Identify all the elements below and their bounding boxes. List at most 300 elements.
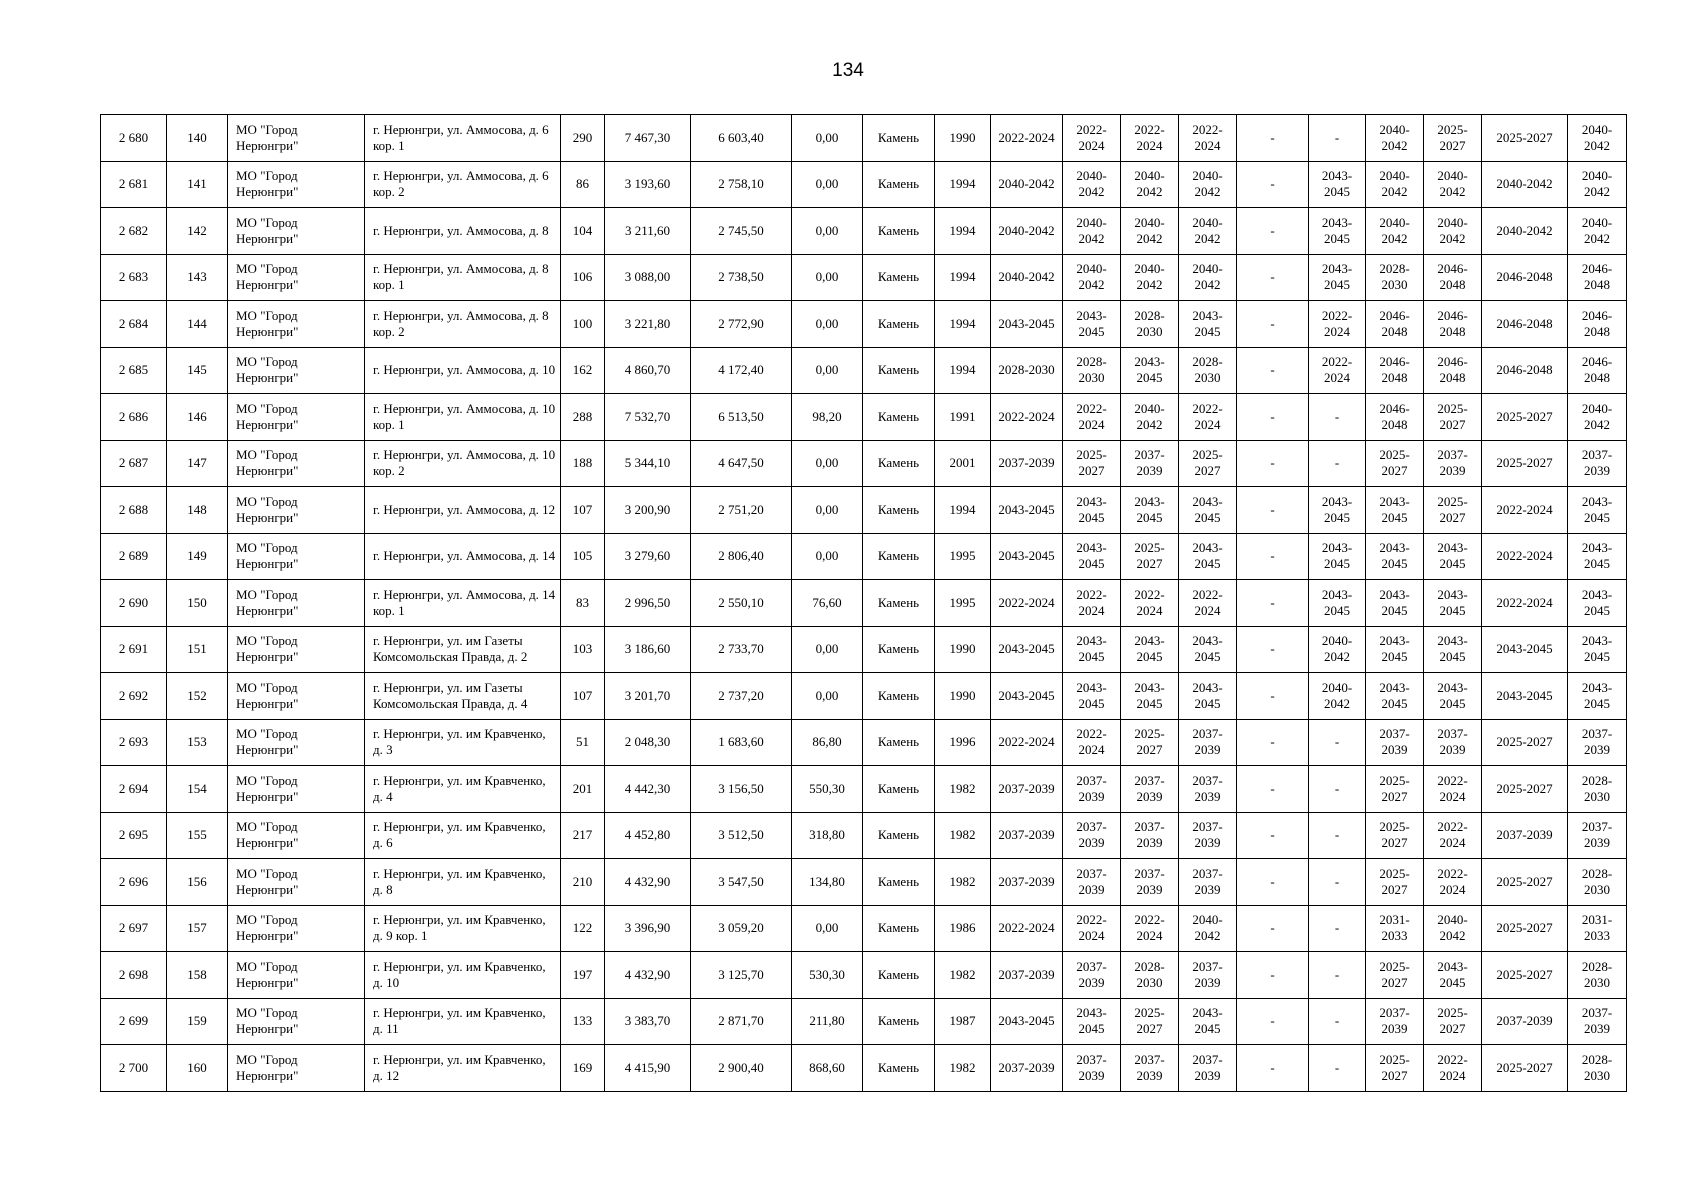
living-area-cell: 4 172,40	[691, 347, 792, 394]
period-6-cell: -	[1309, 812, 1366, 859]
total-area-cell: 7 532,70	[605, 394, 691, 441]
item-number-cell: 155	[167, 812, 228, 859]
period-5-cell: -	[1237, 533, 1309, 580]
table-row	[101, 301, 1627, 348]
table-row	[101, 998, 1627, 1045]
living-area-cell: 3 512,50	[691, 812, 792, 859]
table-row	[101, 487, 1627, 534]
nonresidential-area-cell: 0,00	[792, 533, 863, 580]
table-row	[101, 254, 1627, 301]
table-row	[101, 626, 1627, 673]
period-1-cell: 2037-2039	[991, 952, 1063, 999]
period-10-cell: 2037-2039	[1568, 440, 1627, 487]
period-10-cell: 2040-2042	[1568, 161, 1627, 208]
period-9-cell: 2025-2027	[1482, 1045, 1568, 1092]
period-1-cell: 2043-2045	[991, 998, 1063, 1045]
period-2-cell: 2037-2039	[1063, 859, 1121, 906]
nonresidential-area-cell: 530,30	[792, 952, 863, 999]
period-10-cell: 2031-2033	[1568, 905, 1627, 952]
total-area-cell: 4 432,90	[605, 952, 691, 999]
item-number-cell: 145	[167, 347, 228, 394]
nonresidential-area-cell: 0,00	[792, 115, 863, 162]
period-5-cell: -	[1237, 254, 1309, 301]
period-1-cell: 2037-2039	[991, 766, 1063, 813]
row-number-cell: 2 699	[101, 998, 167, 1045]
total-area-cell: 5 344,10	[605, 440, 691, 487]
period-4-cell: 2040-2042	[1179, 905, 1237, 952]
period-2-cell: 2022-2024	[1063, 905, 1121, 952]
row-number-cell: 2 700	[101, 1045, 167, 1092]
period-9-cell: 2043-2045	[1482, 673, 1568, 720]
period-2-cell: 2043-2045	[1063, 626, 1121, 673]
table-row	[101, 115, 1627, 162]
row-number-cell: 2 689	[101, 533, 167, 580]
period-1-cell: 2043-2045	[991, 626, 1063, 673]
period-3-cell: 2025-2027	[1121, 998, 1179, 1045]
living-area-cell: 4 647,50	[691, 440, 792, 487]
residents-cell: 103	[561, 626, 605, 673]
period-5-cell: -	[1237, 812, 1309, 859]
wall-material-cell: Камень	[863, 1045, 935, 1092]
table-row	[101, 533, 1627, 580]
nonresidential-area-cell: 134,80	[792, 859, 863, 906]
period-3-cell: 2043-2045	[1121, 626, 1179, 673]
total-area-cell: 2 996,50	[605, 580, 691, 627]
period-8-cell: 2040-2042	[1424, 208, 1482, 255]
period-9-cell: 2046-2048	[1482, 301, 1568, 348]
period-4-cell: 2028-2030	[1179, 347, 1237, 394]
address-cell: г. Нерюнгри, ул. им Газеты Комсомольская Правда, д. 2	[365, 626, 561, 673]
period-6-cell: -	[1309, 394, 1366, 441]
residents-cell: 105	[561, 533, 605, 580]
total-area-cell: 3 383,70	[605, 998, 691, 1045]
period-9-cell: 2037-2039	[1482, 812, 1568, 859]
total-area-cell: 7 467,30	[605, 115, 691, 162]
period-9-cell: 2037-2039	[1482, 998, 1568, 1045]
row-number-cell: 2 697	[101, 905, 167, 952]
total-area-cell: 3 396,90	[605, 905, 691, 952]
wall-material-cell: Камень	[863, 766, 935, 813]
nonresidential-area-cell: 0,00	[792, 487, 863, 534]
build-year-cell: 1995	[935, 533, 991, 580]
living-area-cell: 2 900,40	[691, 1045, 792, 1092]
table-row	[101, 580, 1627, 627]
period-8-cell: 2043-2045	[1424, 673, 1482, 720]
row-number-cell: 2 694	[101, 766, 167, 813]
living-area-cell: 2 737,20	[691, 673, 792, 720]
total-area-cell: 3 279,60	[605, 533, 691, 580]
address-cell: г. Нерюнгри, ул. им Кравченко, д. 4	[365, 766, 561, 813]
wall-material-cell: Камень	[863, 254, 935, 301]
period-8-cell: 2025-2027	[1424, 115, 1482, 162]
build-year-cell: 1982	[935, 766, 991, 813]
period-5-cell: -	[1237, 161, 1309, 208]
period-3-cell: 2022-2024	[1121, 115, 1179, 162]
period-6-cell: -	[1309, 1045, 1366, 1092]
item-number-cell: 153	[167, 719, 228, 766]
address-cell: г. Нерюнгри, ул. им Кравченко, д. 6	[365, 812, 561, 859]
period-3-cell: 2022-2024	[1121, 905, 1179, 952]
period-3-cell: 2037-2039	[1121, 1045, 1179, 1092]
total-area-cell: 4 860,70	[605, 347, 691, 394]
address-cell: г. Нерюнгри, ул. Аммосова, д. 8 кор. 2	[365, 301, 561, 348]
period-4-cell: 2037-2039	[1179, 719, 1237, 766]
period-2-cell: 2037-2039	[1063, 766, 1121, 813]
item-number-cell: 142	[167, 208, 228, 255]
period-7-cell: 2025-2027	[1366, 440, 1424, 487]
address-cell: г. Нерюнгри, ул. Аммосова, д. 6 кор. 2	[365, 161, 561, 208]
living-area-cell: 2 772,90	[691, 301, 792, 348]
wall-material-cell: Камень	[863, 812, 935, 859]
row-number-cell: 2 695	[101, 812, 167, 859]
item-number-cell: 156	[167, 859, 228, 906]
period-10-cell: 2043-2045	[1568, 533, 1627, 580]
nonresidential-area-cell: 98,20	[792, 394, 863, 441]
nonresidential-area-cell: 550,30	[792, 766, 863, 813]
period-5-cell: -	[1237, 115, 1309, 162]
build-year-cell: 1995	[935, 580, 991, 627]
period-7-cell: 2046-2048	[1366, 301, 1424, 348]
period-2-cell: 2037-2039	[1063, 812, 1121, 859]
row-number-cell: 2 685	[101, 347, 167, 394]
living-area-cell: 6 513,50	[691, 394, 792, 441]
wall-material-cell: Камень	[863, 208, 935, 255]
residents-cell: 100	[561, 301, 605, 348]
period-6-cell: -	[1309, 859, 1366, 906]
total-area-cell: 4 415,90	[605, 1045, 691, 1092]
living-area-cell: 1 683,60	[691, 719, 792, 766]
nonresidential-area-cell: 0,00	[792, 301, 863, 348]
period-5-cell: -	[1237, 394, 1309, 441]
period-8-cell: 2046-2048	[1424, 254, 1482, 301]
period-5-cell: -	[1237, 487, 1309, 534]
period-5-cell: -	[1237, 1045, 1309, 1092]
period-10-cell: 2040-2042	[1568, 394, 1627, 441]
period-4-cell: 2040-2042	[1179, 208, 1237, 255]
municipality-cell: МО "Город Нерюнгри"	[228, 998, 365, 1045]
nonresidential-area-cell: 211,80	[792, 998, 863, 1045]
period-3-cell: 2043-2045	[1121, 673, 1179, 720]
period-6-cell: 2043-2045	[1309, 487, 1366, 534]
period-7-cell: 2040-2042	[1366, 115, 1424, 162]
period-4-cell: 2040-2042	[1179, 254, 1237, 301]
address-cell: г. Нерюнгри, ул. им Кравченко, д. 12	[365, 1045, 561, 1092]
build-year-cell: 1994	[935, 161, 991, 208]
period-5-cell: -	[1237, 998, 1309, 1045]
period-6-cell: 2022-2024	[1309, 301, 1366, 348]
row-number-cell: 2 684	[101, 301, 167, 348]
row-number-cell: 2 692	[101, 673, 167, 720]
total-area-cell: 3 200,90	[605, 487, 691, 534]
period-1-cell: 2040-2042	[991, 161, 1063, 208]
build-year-cell: 1982	[935, 812, 991, 859]
period-10-cell: 2043-2045	[1568, 626, 1627, 673]
table-row	[101, 766, 1627, 813]
period-8-cell: 2043-2045	[1424, 533, 1482, 580]
nonresidential-area-cell: 86,80	[792, 719, 863, 766]
address-cell: г. Нерюнгри, ул. им Кравченко, д. 11	[365, 998, 561, 1045]
total-area-cell: 3 211,60	[605, 208, 691, 255]
item-number-cell: 151	[167, 626, 228, 673]
period-3-cell: 2025-2027	[1121, 533, 1179, 580]
period-4-cell: 2037-2039	[1179, 812, 1237, 859]
table-row	[101, 208, 1627, 255]
row-number-cell: 2 691	[101, 626, 167, 673]
period-9-cell: 2022-2024	[1482, 533, 1568, 580]
period-10-cell: 2028-2030	[1568, 1045, 1627, 1092]
wall-material-cell: Камень	[863, 440, 935, 487]
period-8-cell: 2043-2045	[1424, 580, 1482, 627]
municipality-cell: МО "Город Нерюнгри"	[228, 626, 365, 673]
address-cell: г. Нерюнгри, ул. Аммосова, д. 10 кор. 1	[365, 394, 561, 441]
municipality-cell: МО "Город Нерюнгри"	[228, 347, 365, 394]
wall-material-cell: Камень	[863, 998, 935, 1045]
build-year-cell: 1994	[935, 487, 991, 534]
municipality-cell: МО "Город Нерюнгри"	[228, 440, 365, 487]
item-number-cell: 158	[167, 952, 228, 999]
total-area-cell: 3 193,60	[605, 161, 691, 208]
total-area-cell: 4 442,30	[605, 766, 691, 813]
item-number-cell: 144	[167, 301, 228, 348]
period-4-cell: 2025-2027	[1179, 440, 1237, 487]
period-5-cell: -	[1237, 208, 1309, 255]
address-cell: г. Нерюнгри, ул. им Кравченко, д. 10	[365, 952, 561, 999]
living-area-cell: 2 745,50	[691, 208, 792, 255]
period-3-cell: 2037-2039	[1121, 859, 1179, 906]
period-6-cell: -	[1309, 115, 1366, 162]
row-number-cell: 2 681	[101, 161, 167, 208]
period-4-cell: 2022-2024	[1179, 394, 1237, 441]
period-5-cell: -	[1237, 952, 1309, 999]
period-7-cell: 2025-2027	[1366, 766, 1424, 813]
period-7-cell: 2037-2039	[1366, 719, 1424, 766]
period-10-cell: 2037-2039	[1568, 812, 1627, 859]
living-area-cell: 3 156,50	[691, 766, 792, 813]
wall-material-cell: Камень	[863, 905, 935, 952]
item-number-cell: 157	[167, 905, 228, 952]
period-10-cell: 2046-2048	[1568, 301, 1627, 348]
period-7-cell: 2037-2039	[1366, 998, 1424, 1045]
period-7-cell: 2043-2045	[1366, 487, 1424, 534]
residents-cell: 107	[561, 673, 605, 720]
period-10-cell: 2040-2042	[1568, 115, 1627, 162]
nonresidential-area-cell: 0,00	[792, 254, 863, 301]
period-9-cell: 2043-2045	[1482, 626, 1568, 673]
period-1-cell: 2037-2039	[991, 812, 1063, 859]
period-7-cell: 2043-2045	[1366, 626, 1424, 673]
wall-material-cell: Камень	[863, 487, 935, 534]
total-area-cell: 3 201,70	[605, 673, 691, 720]
register-body	[101, 115, 1627, 1092]
wall-material-cell: Камень	[863, 347, 935, 394]
period-9-cell: 2025-2027	[1482, 394, 1568, 441]
wall-material-cell: Камень	[863, 719, 935, 766]
period-2-cell: 2043-2045	[1063, 998, 1121, 1045]
address-cell: г. Нерюнгри, ул. им Кравченко, д. 8	[365, 859, 561, 906]
period-9-cell: 2025-2027	[1482, 905, 1568, 952]
period-4-cell: 2037-2039	[1179, 859, 1237, 906]
period-1-cell: 2022-2024	[991, 905, 1063, 952]
item-number-cell: 150	[167, 580, 228, 627]
row-number-cell: 2 680	[101, 115, 167, 162]
build-year-cell: 1987	[935, 998, 991, 1045]
period-6-cell: 2043-2045	[1309, 580, 1366, 627]
wall-material-cell: Камень	[863, 301, 935, 348]
period-4-cell: 2037-2039	[1179, 952, 1237, 999]
period-1-cell: 2043-2045	[991, 673, 1063, 720]
period-6-cell: -	[1309, 719, 1366, 766]
period-7-cell: 2025-2027	[1366, 952, 1424, 999]
period-10-cell: 2028-2030	[1568, 952, 1627, 999]
period-8-cell: 2025-2027	[1424, 487, 1482, 534]
row-number-cell: 2 696	[101, 859, 167, 906]
address-cell: г. Нерюнгри, ул. им Кравченко, д. 9 кор. 1	[365, 905, 561, 952]
residents-cell: 169	[561, 1045, 605, 1092]
build-year-cell: 1996	[935, 719, 991, 766]
period-9-cell: 2040-2042	[1482, 161, 1568, 208]
period-8-cell: 2040-2042	[1424, 905, 1482, 952]
municipality-cell: МО "Город Нерюнгри"	[228, 905, 365, 952]
item-number-cell: 147	[167, 440, 228, 487]
total-area-cell: 3 088,00	[605, 254, 691, 301]
period-9-cell: 2025-2027	[1482, 115, 1568, 162]
item-number-cell: 160	[167, 1045, 228, 1092]
total-area-cell: 2 048,30	[605, 719, 691, 766]
build-year-cell: 1994	[935, 301, 991, 348]
period-4-cell: 2022-2024	[1179, 115, 1237, 162]
period-6-cell: -	[1309, 766, 1366, 813]
period-6-cell: 2040-2042	[1309, 626, 1366, 673]
nonresidential-area-cell: 76,60	[792, 580, 863, 627]
row-number-cell: 2 687	[101, 440, 167, 487]
item-number-cell: 140	[167, 115, 228, 162]
period-5-cell: -	[1237, 673, 1309, 720]
period-1-cell: 2037-2039	[991, 440, 1063, 487]
row-number-cell: 2 683	[101, 254, 167, 301]
wall-material-cell: Камень	[863, 626, 935, 673]
residents-cell: 197	[561, 952, 605, 999]
period-9-cell: 2025-2027	[1482, 952, 1568, 999]
period-8-cell: 2022-2024	[1424, 859, 1482, 906]
address-cell: г. Нерюнгри, ул. Аммосова, д. 12	[365, 487, 561, 534]
period-4-cell: 2022-2024	[1179, 580, 1237, 627]
period-7-cell: 2025-2027	[1366, 859, 1424, 906]
wall-material-cell: Камень	[863, 161, 935, 208]
period-4-cell: 2043-2045	[1179, 487, 1237, 534]
item-number-cell: 154	[167, 766, 228, 813]
period-1-cell: 2040-2042	[991, 254, 1063, 301]
period-7-cell: 2025-2027	[1366, 812, 1424, 859]
municipality-cell: МО "Город Нерюнгри"	[228, 766, 365, 813]
build-year-cell: 1982	[935, 1045, 991, 1092]
period-2-cell: 2022-2024	[1063, 115, 1121, 162]
municipality-cell: МО "Город Нерюнгри"	[228, 580, 365, 627]
period-4-cell: 2043-2045	[1179, 626, 1237, 673]
period-10-cell: 2043-2045	[1568, 487, 1627, 534]
living-area-cell: 2 738,50	[691, 254, 792, 301]
period-7-cell: 2040-2042	[1366, 208, 1424, 255]
period-8-cell: 2046-2048	[1424, 347, 1482, 394]
period-2-cell: 2043-2045	[1063, 533, 1121, 580]
period-3-cell: 2037-2039	[1121, 812, 1179, 859]
period-7-cell: 2028-2030	[1366, 254, 1424, 301]
living-area-cell: 3 125,70	[691, 952, 792, 999]
period-3-cell: 2025-2027	[1121, 719, 1179, 766]
period-3-cell: 2040-2042	[1121, 161, 1179, 208]
build-year-cell: 1990	[935, 673, 991, 720]
municipality-cell: МО "Город Нерюнгри"	[228, 952, 365, 999]
living-area-cell: 2 550,10	[691, 580, 792, 627]
municipality-cell: МО "Город Нерюнгри"	[228, 254, 365, 301]
period-5-cell: -	[1237, 766, 1309, 813]
period-1-cell: 2022-2024	[991, 719, 1063, 766]
period-2-cell: 2028-2030	[1063, 347, 1121, 394]
row-number-cell: 2 682	[101, 208, 167, 255]
item-number-cell: 159	[167, 998, 228, 1045]
period-6-cell: 2040-2042	[1309, 673, 1366, 720]
period-5-cell: -	[1237, 626, 1309, 673]
row-number-cell: 2 698	[101, 952, 167, 999]
housing-register-table	[100, 114, 1627, 1092]
period-9-cell: 2022-2024	[1482, 487, 1568, 534]
total-area-cell: 3 186,60	[605, 626, 691, 673]
nonresidential-area-cell: 0,00	[792, 208, 863, 255]
nonresidential-area-cell: 318,80	[792, 812, 863, 859]
period-5-cell: -	[1237, 347, 1309, 394]
build-year-cell: 1994	[935, 347, 991, 394]
table-row	[101, 673, 1627, 720]
period-2-cell: 2043-2045	[1063, 487, 1121, 534]
period-6-cell: 2043-2045	[1309, 533, 1366, 580]
build-year-cell: 1990	[935, 115, 991, 162]
residents-cell: 51	[561, 719, 605, 766]
wall-material-cell: Камень	[863, 533, 935, 580]
table-row	[101, 394, 1627, 441]
municipality-cell: МО "Город Нерюнгри"	[228, 161, 365, 208]
period-1-cell: 2043-2045	[991, 487, 1063, 534]
period-4-cell: 2037-2039	[1179, 1045, 1237, 1092]
address-cell: г. Нерюнгри, ул. Аммосова, д. 10	[365, 347, 561, 394]
period-6-cell: -	[1309, 998, 1366, 1045]
period-7-cell: 2046-2048	[1366, 394, 1424, 441]
row-number-cell: 2 686	[101, 394, 167, 441]
period-4-cell: 2040-2042	[1179, 161, 1237, 208]
municipality-cell: МО "Город Нерюнгри"	[228, 673, 365, 720]
period-6-cell: -	[1309, 905, 1366, 952]
wall-material-cell: Камень	[863, 952, 935, 999]
period-10-cell: 2037-2039	[1568, 998, 1627, 1045]
total-area-cell: 3 221,80	[605, 301, 691, 348]
period-3-cell: 2022-2024	[1121, 580, 1179, 627]
wall-material-cell: Камень	[863, 673, 935, 720]
period-1-cell: 2043-2045	[991, 301, 1063, 348]
period-1-cell: 2037-2039	[991, 1045, 1063, 1092]
living-area-cell: 2 806,40	[691, 533, 792, 580]
period-3-cell: 2028-2030	[1121, 301, 1179, 348]
period-9-cell: 2040-2042	[1482, 208, 1568, 255]
residents-cell: 162	[561, 347, 605, 394]
municipality-cell: МО "Город Нерюнгри"	[228, 301, 365, 348]
period-4-cell: 2037-2039	[1179, 766, 1237, 813]
residents-cell: 188	[561, 440, 605, 487]
period-1-cell: 2040-2042	[991, 208, 1063, 255]
municipality-cell: МО "Город Нерюнгри"	[228, 533, 365, 580]
residents-cell: 210	[561, 859, 605, 906]
address-cell: г. Нерюнгри, ул. Аммосова, д. 14 кор. 1	[365, 580, 561, 627]
municipality-cell: МО "Город Нерюнгри"	[228, 812, 365, 859]
period-3-cell: 2040-2042	[1121, 254, 1179, 301]
period-5-cell: -	[1237, 440, 1309, 487]
